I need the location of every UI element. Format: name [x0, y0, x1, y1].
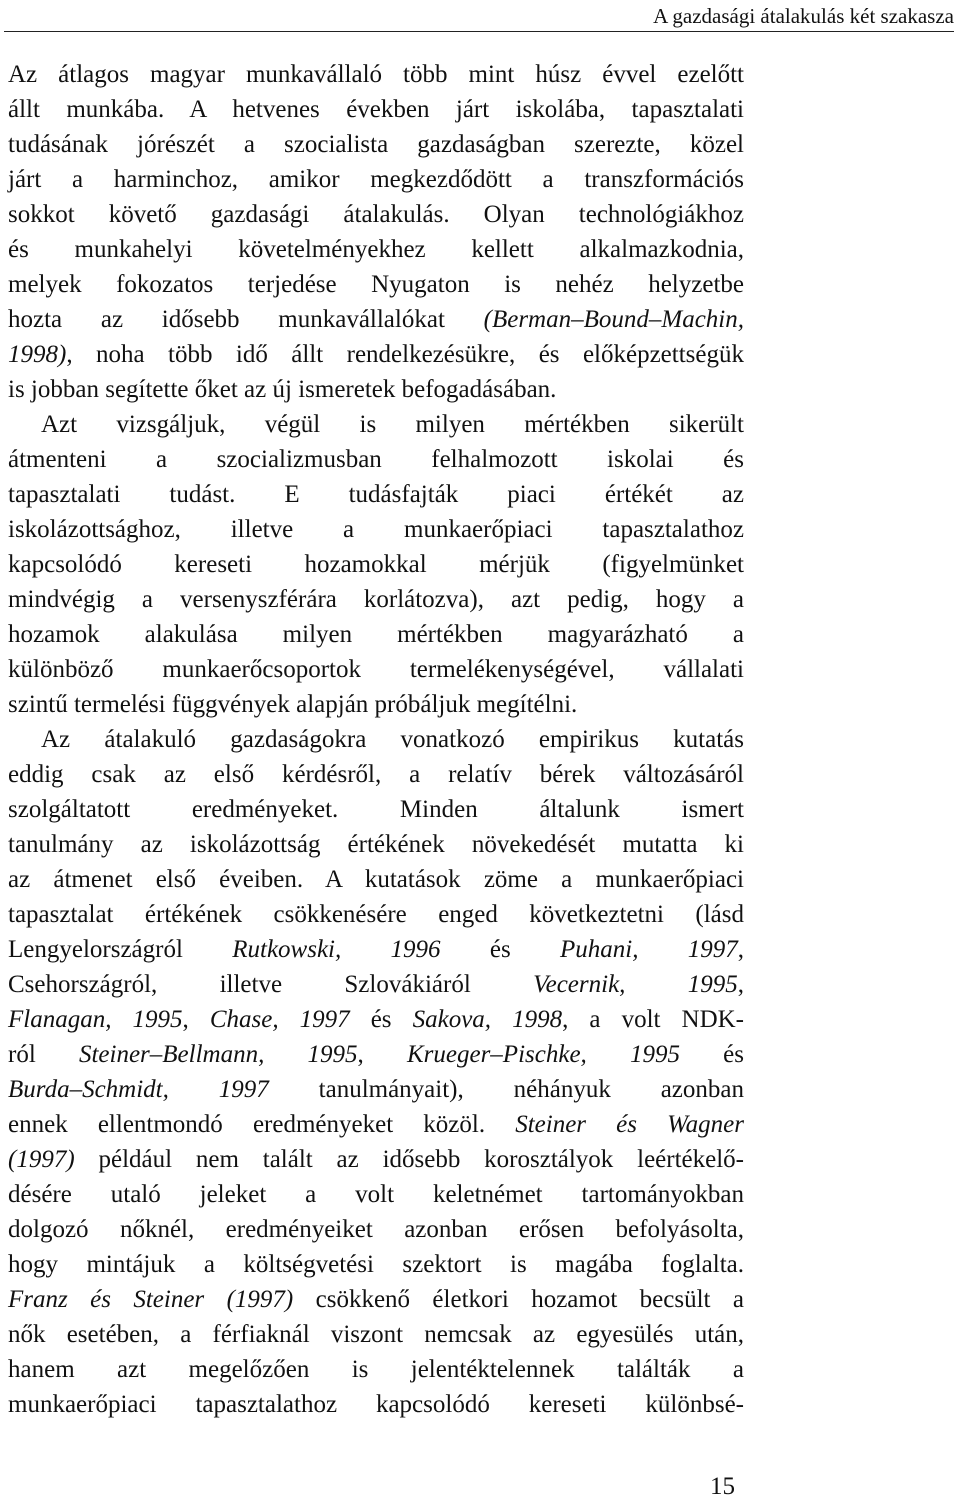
text-run: Az átalakuló gazdaságokra vonatkozó empirikus kutatás [41, 726, 744, 753]
text-line [8, 57, 744, 92]
text-run: , a volt NDK- [562, 1006, 745, 1033]
text-line [8, 477, 744, 512]
text-run: például nem talált az idősebb korosztályok leértékelő- [74, 1146, 744, 1173]
text-run: szolgáltatott eredményeket. Minden általunk ismert [8, 796, 744, 823]
text-line [8, 232, 744, 267]
text-line [8, 267, 744, 302]
text-line [8, 547, 744, 582]
text-run: állt munkába. A hetvenes években járt iskolába, tapasztalati [8, 96, 744, 123]
citation: (Berman–Bound–Machin, [483, 306, 744, 333]
text-run: eddig csak az első kérdésről, a relatív bérek változásáról [8, 761, 744, 788]
text-line [8, 1107, 744, 1142]
citation: Steiner és Wagner [515, 1111, 744, 1138]
text-run: dolgozó nőknél, eredményeiket azonban erősen befolyásolta, [8, 1216, 744, 1243]
citation: Steiner–Bellmann, 1995 [78, 1041, 358, 1068]
text-line [8, 372, 744, 407]
text-run: hozta az idősebb munkavállalókat [8, 306, 484, 333]
text-line [8, 512, 744, 547]
text-line [8, 337, 744, 372]
text-run: csökkenő életkori hozamot becsült a [293, 1286, 744, 1313]
text-line [8, 792, 744, 827]
text-run: Azt vizsgáljuk, végül is milyen mértékben sikerült [41, 411, 744, 438]
text-line [8, 127, 744, 162]
text-run: különböző munkaerőcsoportok termelékenységével, vállalati [8, 656, 744, 683]
text-line [8, 757, 744, 792]
text-run: ennek ellentmondó eredményeket közöl. [8, 1111, 516, 1138]
text-run: és [440, 936, 560, 963]
text-run: sokkot követő gazdasági átalakulás. Olyan technológiákhoz [8, 201, 744, 228]
text-run: hozamok alakulása milyen mértékben magyarázható a [8, 621, 744, 648]
text-run: Az átlagos magyar munkavállaló több mint húsz évvel ezelőtt [8, 61, 744, 88]
text-run: ról [8, 1041, 79, 1068]
text-line [8, 1282, 744, 1317]
text-line [8, 827, 744, 862]
text-run: , [737, 971, 745, 998]
body-text [8, 57, 744, 1422]
text-run: désére utaló jeleket a volt keletnémet tartományokban [8, 1181, 744, 1208]
citation: (1997) [8, 1146, 75, 1173]
paragraph [8, 407, 744, 722]
text-run: hogy mintájuk a költségvetési szektort is magába foglalta. [8, 1251, 744, 1278]
text-run: szintű termelési függvények alapján próbáljuk megítélni. [8, 691, 578, 718]
text-line [8, 442, 744, 477]
text-line [8, 1247, 744, 1282]
citation: Rutkowski, 1996 [232, 936, 441, 963]
text-run: munkaerőpiaci tapasztalathoz kapcsolódó kereseti különbsé- [8, 1391, 744, 1418]
text-line [8, 197, 744, 232]
text-line [8, 687, 744, 722]
text-line [8, 932, 744, 967]
paragraph [8, 722, 744, 1422]
text-run: az átmenet első éveiben. A kutatások zöme a munkaerőpiaci [8, 866, 744, 893]
running-header: A gazdasági átalakulás két szakasza [653, 4, 954, 28]
text-line [8, 967, 744, 1002]
text-line [8, 1212, 744, 1247]
text-line [8, 1037, 744, 1072]
text-run: Csehországról, illetve Szlovákiáról [8, 971, 534, 998]
citation: Franz és Steiner (1997) [8, 1286, 294, 1313]
text-run: tapasztalati tudást. E tudásfajták piaci értékét az [8, 481, 744, 508]
text-run: nők esetében, a férfiaknál viszont nemcsak az egyesülés után, [8, 1321, 744, 1348]
text-run: és munkahelyi követelményekhez kellett alkalmazkodnia, [8, 236, 744, 263]
text-run: járt a harminchoz, amikor megkezdődött a transzformációs [8, 166, 744, 193]
text-line [8, 652, 744, 687]
text-line [8, 162, 744, 197]
text-run: , [737, 936, 745, 963]
citation: Burda–Schmidt, 1997 [8, 1076, 269, 1103]
text-line [8, 1352, 744, 1387]
text-run: tudásának jórészét a szocialista gazdaságban szerezte, közel [8, 131, 744, 158]
text-line [8, 582, 744, 617]
text-line [8, 862, 744, 897]
citation: Sakova, 1998 [412, 1006, 563, 1033]
text-line [8, 617, 744, 652]
text-run: átmenteni a szocializmusban felhalmozott iskolai és [8, 446, 744, 473]
citation: Chase, 1997 [209, 1006, 350, 1033]
text-line [8, 1177, 744, 1212]
text-run: , noha több idő állt rendelkezésükre, és előképzettségük [66, 341, 744, 368]
text-run: iskolázottsághoz, illetve a munkaerőpiaci tapasztalathoz [8, 516, 744, 543]
text-line [8, 722, 744, 757]
text-run: tanulmányait), néhányuk azonban [268, 1076, 744, 1103]
text-run: is jobban segítette őket az új ismeretek befogadásában. [8, 376, 557, 403]
header-rule [4, 31, 954, 32]
text-line [8, 1317, 744, 1352]
citation: Vecernik, 1995 [533, 971, 738, 998]
citation: 1998) [8, 341, 67, 368]
text-run: , [182, 1006, 210, 1033]
text-run: hanem azt megelőzően is jelentéktelennek találták a [8, 1356, 744, 1383]
citation: Puhani, 1997 [559, 936, 738, 963]
text-run: , [357, 1041, 407, 1068]
text-run: tapasztalat értékének csökkenésére enged következtetni (lásd [8, 901, 744, 928]
text-run: mindvégig a versenyszférára korlátozva), azt pedig, hogy a [8, 586, 744, 613]
text-line [8, 1002, 744, 1037]
paragraph [8, 57, 744, 407]
citation: Flanagan, 1995 [8, 1006, 183, 1033]
text-run: tanulmány az iskolázottság értékének növekedését mutatta ki [8, 831, 744, 858]
text-run: és [349, 1006, 413, 1033]
text-line [8, 1142, 744, 1177]
text-line [8, 897, 744, 932]
text-run: Lengyelországról [8, 936, 233, 963]
text-line [8, 1072, 744, 1107]
text-line [8, 92, 744, 127]
page-number: 15 [710, 1473, 735, 1500]
citation: Krueger–Pischke, 1995 [406, 1041, 680, 1068]
text-run: és [679, 1041, 744, 1068]
text-line [8, 302, 744, 337]
text-line [8, 1387, 744, 1422]
text-run: melyek fokozatos terjedése Nyugaton is nehéz helyzetbe [8, 271, 744, 298]
text-run: kapcsolódó kereseti hozamokkal mérjük (figyelmünket [8, 551, 744, 578]
text-line [8, 407, 744, 442]
